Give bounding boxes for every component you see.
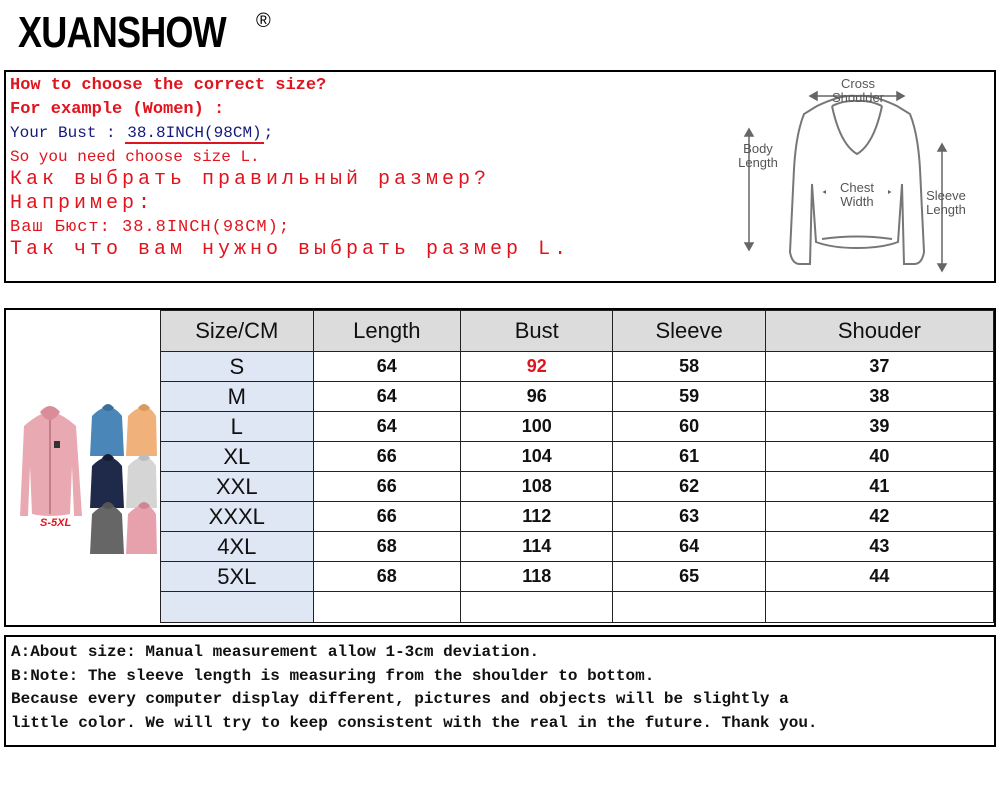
header-shoulder: Shouder <box>765 311 993 352</box>
size-range-label: S-5XL <box>40 517 72 529</box>
length-cell: 66 <box>313 472 461 502</box>
guide-ru-conclusion: Так что вам нужно выбрать размер L. <box>10 238 571 261</box>
table-row <box>161 442 994 472</box>
bust-cell: 114 <box>461 532 613 562</box>
pink-hoodie-icon <box>20 406 82 516</box>
table-row <box>161 562 994 592</box>
size-cell: XXL <box>161 472 314 502</box>
empty-cell <box>161 592 314 623</box>
table-row <box>161 472 994 502</box>
size-cell: L <box>161 412 314 442</box>
measurement-diagram <box>732 74 992 279</box>
length-cell: 64 <box>313 352 461 382</box>
darkgrey-hoodie-icon <box>90 502 124 554</box>
shoulder-cell: 37 <box>765 352 993 382</box>
navy-hoodie-icon <box>90 454 124 508</box>
body-length-label: Body Length <box>738 141 778 170</box>
size-table <box>160 310 994 623</box>
length-cell: 68 <box>313 562 461 592</box>
empty-cell <box>461 592 613 623</box>
note-display-2: little color. We will try to keep consistent with the real in the future. Thank you. <box>11 714 818 732</box>
registered-mark: ® <box>256 10 271 32</box>
header-sleeve: Sleeve <box>613 311 765 352</box>
guide-bust-line <box>10 124 273 142</box>
sleeve-cell: 61 <box>613 442 765 472</box>
sleeve-cell: 64 <box>613 532 765 562</box>
size-cell: XL <box>161 442 314 472</box>
guide-bust-prefix: Your Bust : <box>10 124 126 142</box>
guide-title: How to choose the correct size? <box>10 76 327 95</box>
table-row <box>161 412 994 442</box>
notes-box <box>4 635 996 747</box>
bust-cell: 100 <box>461 412 613 442</box>
length-cell: 68 <box>313 532 461 562</box>
table-row-empty <box>161 592 994 623</box>
length-cell: 64 <box>313 412 461 442</box>
bust-cell-highlight: 92 <box>461 352 613 382</box>
table-header-row <box>161 311 994 352</box>
length-cell: 64 <box>313 382 461 412</box>
header-size: Size/CM <box>161 311 314 352</box>
grey-hoodie-icon <box>126 454 157 508</box>
bust-cell: 112 <box>461 502 613 532</box>
size-cell: 5XL <box>161 562 314 592</box>
size-cell: S <box>161 352 314 382</box>
note-sleeve: B:Note: The sleeve length is measuring from the shoulder to bottom. <box>11 667 655 685</box>
guide-example: For example (Women) : <box>10 100 225 119</box>
table-row <box>161 532 994 562</box>
length-cell: 66 <box>313 442 461 472</box>
table-row <box>161 382 994 412</box>
header-bust: Bust <box>461 311 613 352</box>
guide-ru-example: Например: <box>10 192 155 215</box>
shoulder-cell: 40 <box>765 442 993 472</box>
sleeve-cell: 62 <box>613 472 765 502</box>
header-length: Length <box>313 311 461 352</box>
size-chart-section <box>4 308 996 627</box>
guide-bust-value: 38.8INCH(98CM) <box>127 124 262 142</box>
bust-cell: 118 <box>461 562 613 592</box>
empty-cell <box>765 592 993 623</box>
shoulder-cell: 42 <box>765 502 993 532</box>
brand-name: XUANSHOW <box>18 8 226 57</box>
blue-hoodie-icon <box>90 404 124 456</box>
table-row <box>161 502 994 532</box>
empty-cell <box>313 592 461 623</box>
shoulder-cell: 43 <box>765 532 993 562</box>
chest-width-label: Chest Width <box>826 181 888 209</box>
orange-hoodie-icon <box>126 404 157 456</box>
shoulder-cell: 44 <box>765 562 993 592</box>
cross-shoulder-label: Cross Shoulder <box>831 76 885 105</box>
sleeve-cell: 59 <box>613 382 765 412</box>
guide-conclusion: So you need choose size L. <box>10 148 260 166</box>
sleeve-cell: 60 <box>613 412 765 442</box>
size-guide-box <box>4 70 996 283</box>
guide-ru-bust: Ваш Бюст: 38.8INCH(98CM); <box>10 218 291 237</box>
empty-cell <box>613 592 765 623</box>
guide-ru-title: Как выбрать правильный размер? <box>10 168 491 191</box>
hoodie-colors-collage <box>10 316 158 621</box>
note-display-1: Because every computer display different, pictures and objects will be slightly a <box>11 690 789 708</box>
rose-hoodie-icon <box>126 502 157 554</box>
bust-cell: 96 <box>461 382 613 412</box>
size-cell: M <box>161 382 314 412</box>
table-row <box>161 352 994 382</box>
sleeve-cell: 63 <box>613 502 765 532</box>
shoulder-cell: 39 <box>765 412 993 442</box>
sleeve-cell: 58 <box>613 352 765 382</box>
note-size-deviation: A:About size: Manual measurement allow 1-3cm deviation. <box>11 643 540 661</box>
shoulder-cell: 38 <box>765 382 993 412</box>
bust-cell: 104 <box>461 442 613 472</box>
guide-bust-suffix: ; <box>263 124 274 142</box>
size-cell: XXXL <box>161 502 314 532</box>
length-cell: 66 <box>313 502 461 532</box>
sleeve-cell: 65 <box>613 562 765 592</box>
shoulder-cell: 41 <box>765 472 993 502</box>
size-cell: 4XL <box>161 532 314 562</box>
bust-cell: 108 <box>461 472 613 502</box>
product-image <box>10 316 158 621</box>
sleeve-length-label: Sleeve Length <box>926 188 966 217</box>
